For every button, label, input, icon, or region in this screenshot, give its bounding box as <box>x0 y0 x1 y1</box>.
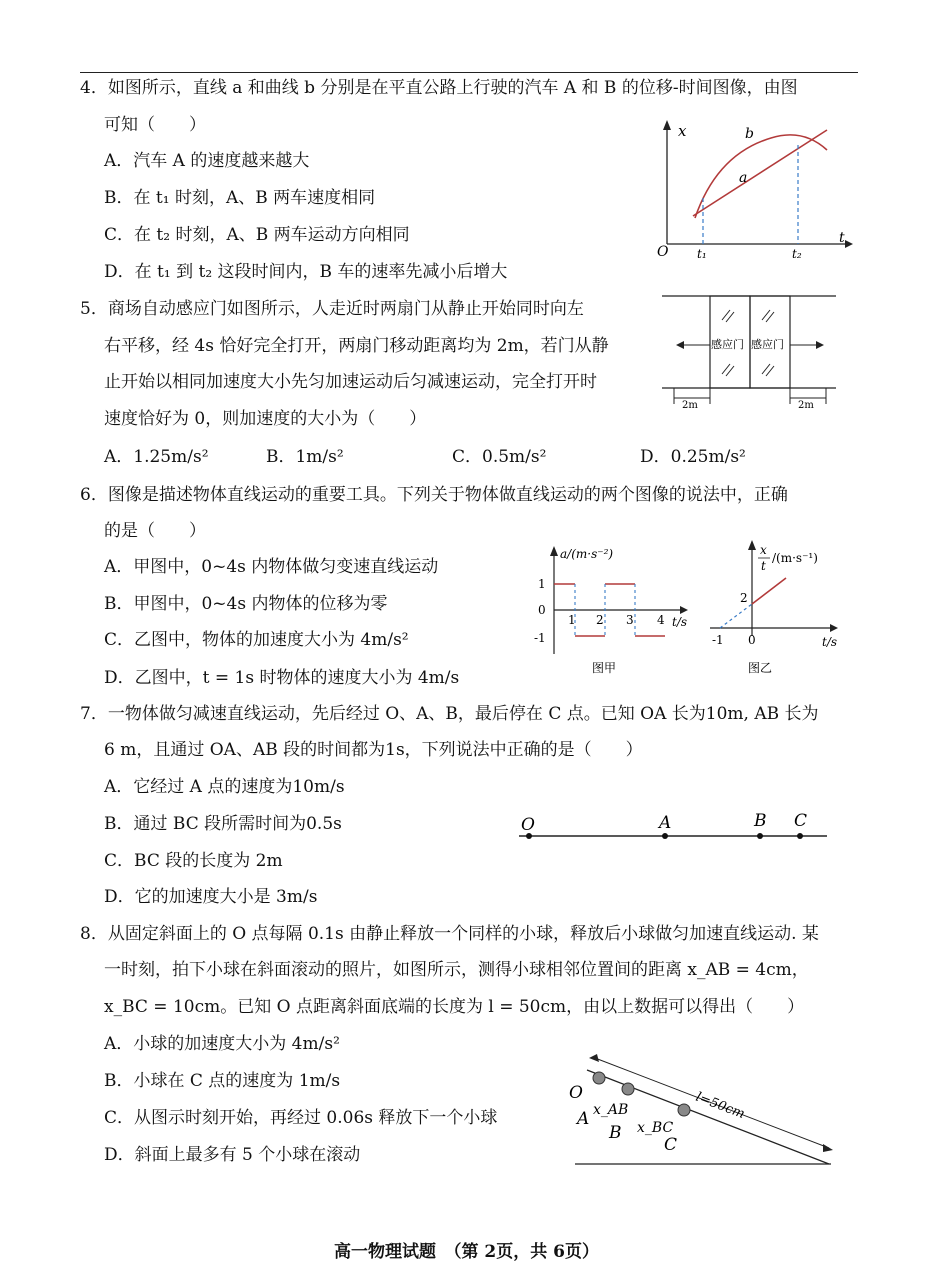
q6-yi-caption: 图乙 <box>748 661 773 675</box>
q6-jia-xlabel: t/s <box>672 615 688 629</box>
q7-option-d[interactable]: D．它的加速度大小是 3m/s <box>104 887 318 907</box>
q6-jia-ym1: -1 <box>534 631 546 645</box>
q7-point-a: A <box>659 813 672 833</box>
q6-jia-x3: 3 <box>626 613 634 627</box>
q7-point-b: B <box>754 811 767 831</box>
q4-line-a <box>693 130 827 216</box>
q4-label-a: a <box>739 170 748 186</box>
q4-stem-line2: 可知（ ） <box>104 115 206 135</box>
q6-yi-x0: 0 <box>748 633 756 647</box>
q6-jia-ylabel: a/(m·s⁻²) <box>560 547 614 561</box>
q6-stem-line2: 的是（ ） <box>104 521 206 541</box>
q7-stem-line2: 6 m，且通过 OA、AB 段的时间都为1s，下列说法中正确的是（ ） <box>104 740 643 760</box>
q4-option-a[interactable]: A．汽车 A 的速度越来越大 <box>104 151 310 171</box>
q8-stem-line1: 8．从固定斜面上的 O 点每隔 0.1s 由静止释放一个同样的小球，释放后小球做匀加速直线运动. 某 <box>80 924 819 944</box>
q4-stem-line1: 4．如图所示，直线 a 和曲线 b 分别是在平直公路上行驶的汽车 A 和 B 的位移-时间图像，由图 <box>80 78 798 98</box>
q8-xab-label: x_AB <box>593 1102 629 1118</box>
q7-option-b[interactable]: B．通过 BC 段所需时间为0.5s <box>104 814 342 834</box>
q5-option-b[interactable]: B．1m/s² <box>266 447 344 467</box>
q5-door-diagram <box>660 292 840 412</box>
q8-option-c[interactable]: C．从图示时刻开始，再经过 0.06s 释放下一个小球 <box>104 1108 498 1128</box>
q4-option-c[interactable]: C．在 t₂ 时刻，A、B 两车运动方向相同 <box>104 225 410 245</box>
q5-stem-line2: 右平移，经 4s 恰好完全打开，两扇门移动距离均为 2m，若门从静 <box>104 336 609 356</box>
q4-axis-t: t <box>839 230 845 246</box>
q8-option-a[interactable]: A．小球的加速度大小为 4m/s² <box>104 1034 340 1054</box>
q6-graph-yi <box>706 538 856 682</box>
q6-option-a[interactable]: A．甲图中，0~4s 内物体做匀变速直线运动 <box>104 557 439 577</box>
q8-point-b: B <box>609 1123 622 1143</box>
q7-point-c: C <box>794 811 808 831</box>
q4-option-b[interactable]: B．在 t₁ 时刻，A、B 两车速度相同 <box>104 188 376 208</box>
q5-dist-left: 2m <box>682 400 698 411</box>
q7-stem-line1: 7．一物体做匀减速直线运动，先后经过 O、A、B，最后停在 C 点。已知 OA 长为10m, AB 长为 <box>80 704 819 724</box>
q6-graph-jia <box>530 542 700 682</box>
q4-xt-graph <box>655 118 855 268</box>
q4-tick-t2: t₂ <box>792 247 802 261</box>
q8-option-d[interactable]: D．斜面上最多有 5 个小球在滚动 <box>104 1145 361 1165</box>
q8-point-c: C <box>664 1135 678 1155</box>
q8-length-label: l=50cm <box>693 1089 747 1123</box>
q5-door-left-label: 感应门 <box>711 338 744 351</box>
q6-option-d[interactable]: D．乙图中，t = 1s 时物体的速度大小为 4m/s <box>104 668 460 688</box>
q6-jia-y1: 1 <box>538 577 546 591</box>
q8-xbc-label: x_BC <box>637 1120 674 1136</box>
q5-option-d[interactable]: D．0.25m/s² <box>640 447 746 467</box>
q6-yi-xm1: -1 <box>712 633 724 647</box>
q5-stem-line1: 5．商场自动感应门如图所示，人走近时两扇门从静止开始同时向左 <box>80 299 584 319</box>
q8-stem-line3: x_BC = 10cm。已知 O 点距离斜面底端的长度为 l = 50cm，由以上数据可以得出（ ） <box>104 997 805 1017</box>
q8-point-o: O <box>569 1083 583 1103</box>
q6-jia-x2: 2 <box>596 613 604 627</box>
q6-jia-x1: 1 <box>568 613 576 627</box>
q6-yi-y2: 2 <box>740 591 748 605</box>
q4-option-d[interactable]: D．在 t₁ 到 t₂ 这段时间内，B 车的速率先减小后增大 <box>104 262 508 282</box>
q5-option-c[interactable]: C．0.5m/s² <box>452 447 547 467</box>
q7-option-a[interactable]: A．它经过 A 点的速度为10m/s <box>104 777 345 797</box>
top-rule <box>80 72 858 73</box>
q6-yi-ylabel-num: x <box>760 543 767 557</box>
q6-yi-extrap <box>720 604 752 628</box>
q4-tick-t1: t₁ <box>697 247 707 261</box>
q6-jia-x4: 4 <box>657 613 665 627</box>
q8-option-b[interactable]: B．小球在 C 点的速度为 1m/s <box>104 1071 341 1091</box>
q4-axis-x: x <box>678 122 687 140</box>
page-footer: 高一物理试题 （第 2页，共 6页） <box>334 1242 599 1262</box>
q6-jia-y0: 0 <box>538 603 546 617</box>
q8-point-a: A <box>577 1109 590 1129</box>
q4-origin: O <box>657 244 669 260</box>
q5-door-right-label: 感应门 <box>751 338 784 351</box>
q5-stem-line4: 速度恰好为 0，则加速度的大小为（ ） <box>104 409 427 429</box>
q7-line-diagram <box>515 808 835 848</box>
q8-stem-line2: 一时刻，拍下小球在斜面滚动的照片，如图所示，测得小球相邻位置间的距离 x_AB = 4cm， <box>104 960 809 980</box>
q6-option-b[interactable]: B．甲图中，0~4s 内物体的位移为零 <box>104 594 388 614</box>
q6-stem-line1: 6．图像是描述物体直线运动的重要工具。下列关于物体做直线运动的两个图像的说法中，正确 <box>80 485 788 505</box>
q4-label-b: b <box>745 126 754 142</box>
q5-stem-line3: 止开始以相同加速度大小先匀加速运动后匀减速运动，完全打开时 <box>104 372 597 392</box>
q6-yi-ylabel-unit: /(m·s⁻¹) <box>772 551 818 565</box>
q7-point-o: O <box>521 815 535 835</box>
q8-incline-diagram <box>565 1052 835 1170</box>
q6-option-c[interactable]: C．乙图中，物体的加速度大小为 4m/s² <box>104 630 409 650</box>
q6-yi-line <box>752 578 786 604</box>
q6-jia-caption: 图甲 <box>592 661 617 675</box>
q5-option-a[interactable]: A．1.25m/s² <box>104 447 209 467</box>
q6-yi-xlabel: t/s <box>822 635 838 649</box>
q5-dist-right: 2m <box>798 400 814 411</box>
q4-curve-b <box>695 135 827 218</box>
q7-option-c[interactable]: C．BC 段的长度为 2m <box>104 851 283 871</box>
q6-yi-ylabel-den: t <box>761 559 766 573</box>
